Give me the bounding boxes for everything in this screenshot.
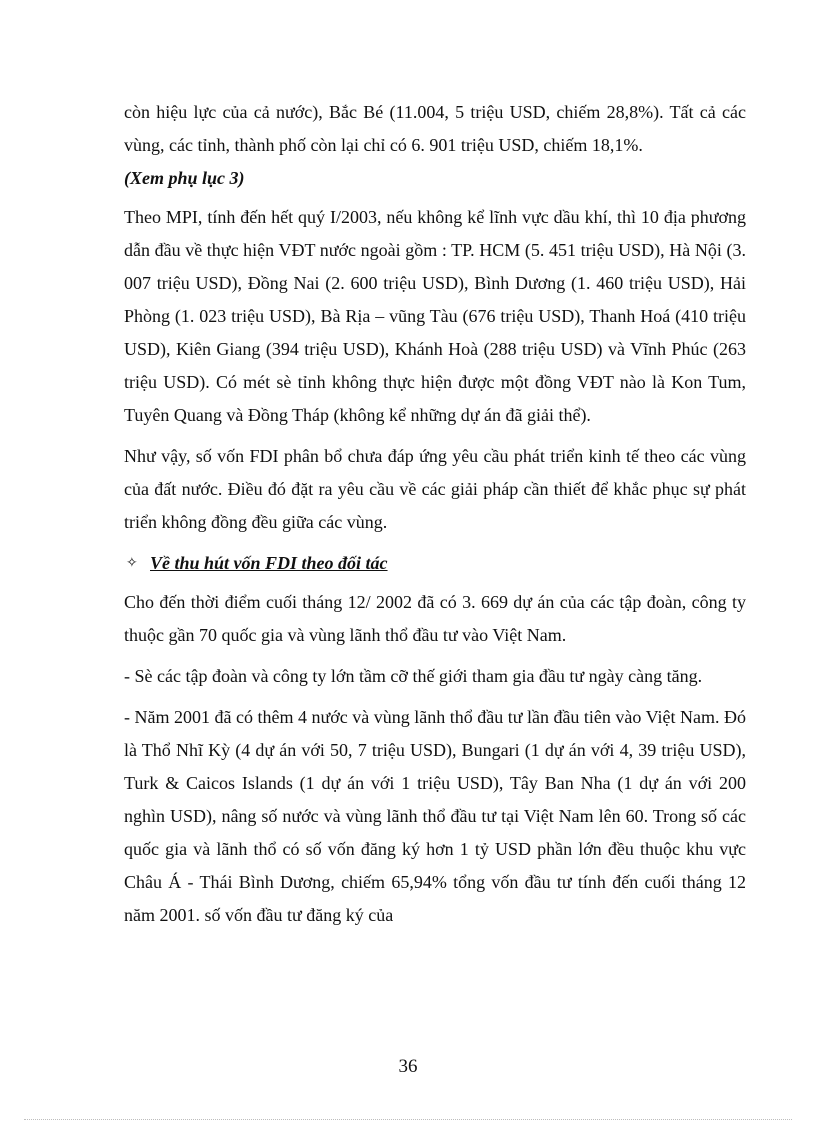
diamond-bullet-icon: ✧: [126, 556, 138, 571]
list-item-large-corporations: - Sè các tập đoàn và công ty lớn tầm cỡ thế giới tham gia đầu tư ngày càng tăng.: [124, 666, 703, 686]
paragraph-top-localities: Theo MPI, tính đến hết quý I/2003, nếu không kể lĩnh vực dầu khí, thì 10 địa phương dẫn đầu về thực hiện VĐT nước ngoài gồm : TP. HCM (5. 451 triệu USD), Hà Nội (3. 007 triệu USD), Đồng Nai (2. 600 triệu USD), Bình Dương (1. 460 triệu USD), Hải Phòng (1. 023 triệu USD), Bà Rịa – vũng Tàu (676 triệu USD), Thanh Hoá (410 triệu USD), Kiên Giang (394 triệu USD), Khánh Hoà (288 triệu USD) và Vĩnh Phúc (263 triệu USD). Có mét sè tỉnh không thực hiện được một đồng VĐT nào là Kon Tum, Tuyên Quang và Đồng Tháp (không kể những dự án đã giải thể).: [124, 207, 746, 425]
section-heading-text: Về thu hút vốn FDI theo đối tác: [150, 553, 388, 573]
appendix-reference: (Xem phụ lục 3): [124, 168, 245, 188]
page-number: 36: [398, 1056, 418, 1077]
document-body: [124, 96, 746, 940]
paragraph-conclusion: Như vậy, số vốn FDI phân bổ chưa đáp ứng yêu cầu phát triển kinh tế theo các vùng của đất nước. Điều đó đặt ra yêu cầu về các giải pháp cần thiết để khắc phục sự phát triển không đồng đều giữa các vùng.: [124, 446, 746, 532]
list-item-new-countries: - Năm 2001 đã có thêm 4 nước và vùng lãnh thổ đầu tư lần đầu tiên vào Việt Nam. Đó là Thổ Nhĩ Kỳ (4 dự án với 50, 7 triệu USD), Bungari (1 dự án với 4, 39 triệu USD), Turk & Caicos Islands (1 dự án với 1 triệu USD), Tây Ban Nha (1 dự án với 200 nghìn USD), nâng số nước và vùng lãnh thổ đầu tư tại Việt Nam lên 60. Trong số các quốc gia và lãnh thổ có số vốn đăng ký hơn 1 tỷ USD phần lớn đều thuộc khu vực Châu Á - Thái Bình Dương, chiếm 65,94% tổng vốn đầu tư tính đến cuối tháng 12 năm 2001. số vốn đầu tư đăng ký của: [124, 707, 746, 925]
paragraph-partners-intro: Cho đến thời điểm cuối tháng 12/ 2002 đã có 3. 669 dự án của các tập đoàn, công ty thuộc gần 70 quốc gia và vùng lãnh thổ đầu tư vào Việt Nam.: [124, 592, 746, 645]
section-heading: [126, 547, 746, 580]
footer-divider: [24, 1119, 792, 1120]
paragraph-regional-distribution: [124, 96, 746, 195]
paragraph-text: còn hiệu lực của cả nước), Bắc Bé (11.004, 5 triệu USD, chiếm 28,8%). Tất cả các vùng, các tỉnh, thành phố còn lại chỉ có 6. 901 triệu USD, chiếm 18,1%.: [124, 102, 746, 155]
